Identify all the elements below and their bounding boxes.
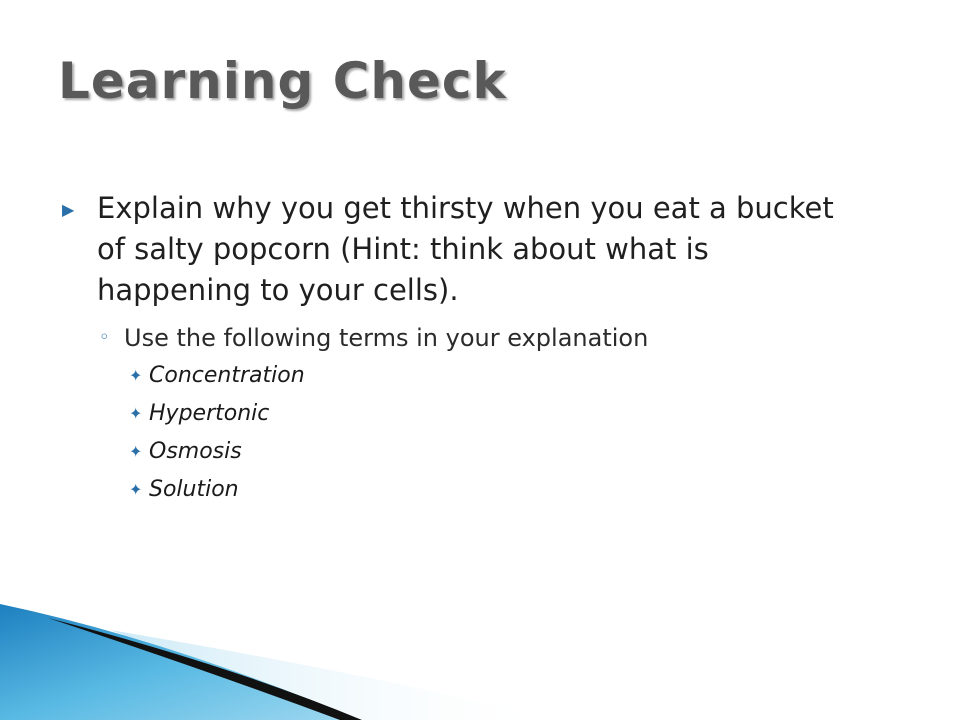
term-label: Concentration [149,363,305,388]
small-star-icon: ✦ [129,366,143,385]
term-item-concentration [60,361,860,391]
term-item-solution [60,475,860,505]
term-label: Hypertonic [149,401,270,426]
sub-bullet [60,323,860,353]
term-label: Solution [149,477,239,502]
term-item-hypertonic [60,399,860,429]
hollow-circle-icon: ◦ [99,327,110,348]
term-label: Osmosis [149,439,242,464]
term-item-osmosis [60,437,860,467]
right-triangle-icon: ▶ [62,200,75,219]
page-title: Learning Check [58,52,507,110]
bullet-main [60,188,860,311]
slide-content [60,188,860,505]
small-star-icon: ✦ [129,480,143,499]
small-star-icon: ✦ [129,442,143,461]
bullet-main-text: Explain why you get thirsty when you eat a bucket of salty popcorn (Hint: think about what is happening to your cells). [97,191,834,307]
small-star-icon: ✦ [129,404,143,423]
sub-bullet-text: Use the following terms in your explanation [124,324,649,352]
